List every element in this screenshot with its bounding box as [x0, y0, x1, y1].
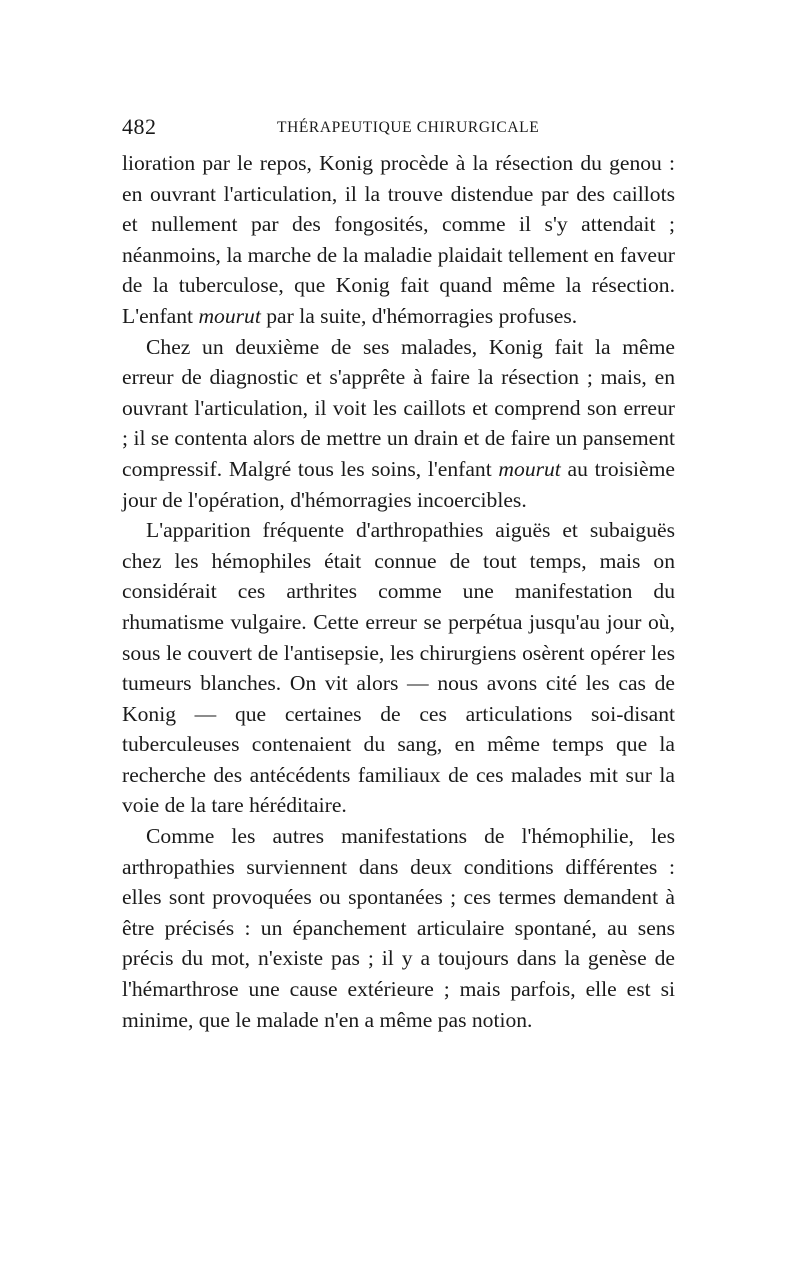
paragraph-2	[122, 332, 675, 516]
italic-word: mourut	[498, 456, 561, 481]
running-title: THÉRAPEUTIQUE CHIRURGICALE	[277, 119, 540, 136]
paragraph-3: L'apparition fréquente d'arthropathies aiguës et subaiguës chez les hémophiles était connue de tout temps, mais on considérait ces arthrites comme une manifestation du rhumatisme vulgaire. Cette erreur se perpétua jusqu'au jour où, sous le couvert de l'antisepsie, les chirurgiens osèrent opérer les tumeurs blanches. On vit alors — nous avons cité les cas de Konig — que certaines de ces articulations soi-disant tuberculeuses contenaient du sang, en même temps que la recherche des antécédents familiaux de ces malades mit sur la voie de la tare héréditaire.	[122, 518, 675, 818]
running-head	[122, 112, 675, 142]
italic-word: mourut	[198, 303, 261, 328]
page-number: 482	[122, 114, 157, 139]
paragraph-text: au troisième jour de l'opération, d'hémorragies incoercibles.	[122, 456, 675, 512]
paragraph-text: lioration par le repos, Konig procède à la résection du genou : en ouvrant l'articulation, il la trouve distendue par des caillots et nullement par des fongosités, comme il s'y attendait ; néanmoins, la marche de la maladie plaidait tellement en faveur de la tuberculose, que Konig fait quand même la résection. L'enfant	[122, 151, 675, 328]
paragraph-text: par la suite, d'hémorragies profuses.	[260, 303, 578, 328]
body-text	[122, 148, 675, 1035]
paragraph-4: Comme les autres manifestations de l'hémophilie, les arthropathies surviennent dans deux conditions différentes : elles sont provoquées ou spontanées ; ces termes demandent à être précisés : un épanchement articulaire spontané, au sens précis du mot, n'existe pas ; il y a toujours dans la genèse de l'hémarthrose une cause extérieure ; mais parfois, elle est si minime, que le malade n'en a même pas notion.	[122, 824, 675, 1032]
book-page	[122, 112, 675, 1035]
paragraph-1	[122, 148, 675, 332]
paragraph-text: Chez un deuxième de ses malades, Konig fait la même erreur de diagnostic et s'apprête à faire la résection ; mais, en ouvrant l'articulation, il voit les caillots et comprend son erreur ; il se contenta alors de mettre un drain et de faire un pansement compressif. Malgré tous les soins, l'enfant	[122, 334, 675, 481]
